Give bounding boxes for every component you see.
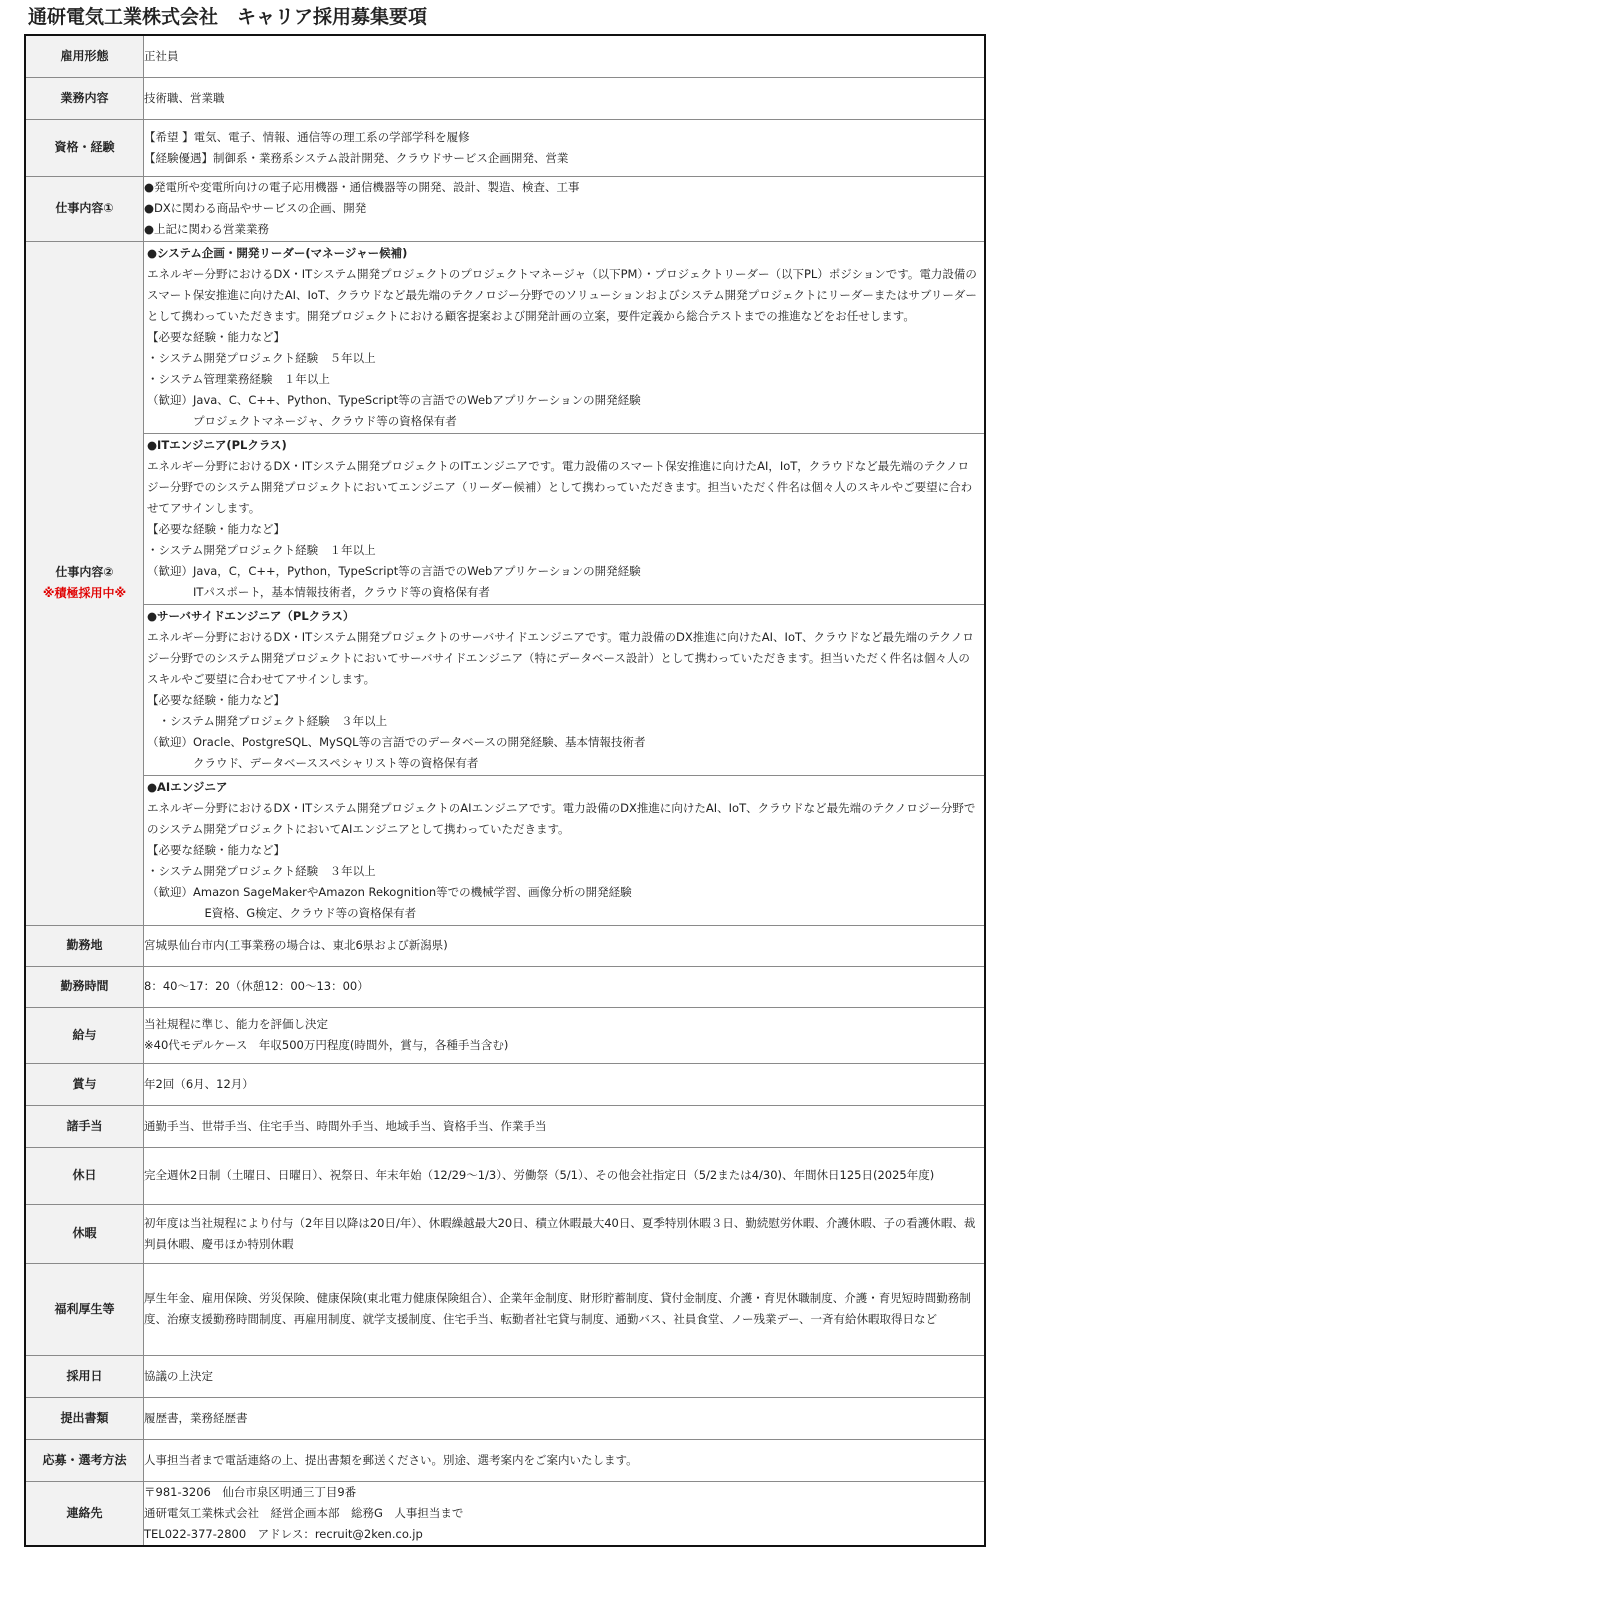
position-section [144, 433, 984, 604]
row-label: 勤務地 [25, 925, 144, 966]
table-row [25, 966, 985, 1007]
text-line: 【必要な経験・能力など】 [147, 521, 285, 536]
row-label: 資格・経験 [25, 119, 144, 176]
row-label: 提出書類 [25, 1397, 144, 1439]
row-value: 人事担当者まで電話連絡の上、提出書類を郵送ください。別途、選考案内をご案内いたします。 [144, 1439, 986, 1481]
row-label [25, 241, 144, 925]
position-section [144, 242, 984, 433]
position-description: エネルギー分野におけるDX・ITシステム開発プロジェクトのITエンジニアです。電力設備のスマート保安推進に向けたAI，IoT，クラウドなど最先端のテクノロジー分野でのシステム開発プロジェクトにおいてエンジニア（リーダー候補）として携わっていただきます。担当いただく件名は個々人のスキルやご要望に合わせてアサインします。 [147, 458, 973, 515]
position-title: ●サーバサイドエンジニア（PLクラス） [147, 608, 355, 623]
table-row [25, 1355, 985, 1397]
text-line: TEL022-377-2800 アドレス：recruit@2ken.co.jp [144, 1526, 423, 1541]
text-line: 当社規程に準じ、能力を評価し決定 [144, 1017, 328, 1031]
text-line: ITパスポート，基本情報技術者，クラウド等の資格保有者 [147, 584, 490, 599]
position-title: ●ITエンジニア(PLクラス) [147, 437, 287, 452]
recruitment-table [24, 34, 986, 1547]
text-line: 通研電気工業株式会社 経営企画本部 総務G 人事担当まで [144, 1505, 464, 1520]
text-line: 【経験優遇】制御系・業務系システム設計開発、クラウドサービス企画開発、営業 [144, 150, 569, 165]
text-line: ・システム管理業務経験 １年以上 [147, 371, 330, 386]
text-line: 【必要な経験・能力など】 [147, 692, 285, 707]
table-row [25, 1105, 985, 1147]
text-line: ・システム開発プロジェクト経験 ５年以上 [147, 350, 376, 365]
position-description: エネルギー分野におけるDX・ITシステム開発プロジェクトのAIエンジニアです。電力設備のDX推進に向けたAI、IoT、クラウドなど最先端のテクノロジー分野でのシステム開発プロジェクトにおいてAIエンジニアとして携わっていただきます。 [147, 800, 976, 836]
table-row [25, 1481, 985, 1546]
table-row [25, 35, 985, 77]
position-section [144, 775, 984, 925]
row-label: 給与 [25, 1007, 144, 1063]
row-value: 協議の上決定 [144, 1355, 986, 1397]
text-line: E資格、G検定、クラウド等の資格保有者 [147, 905, 417, 920]
text-line: ●発電所や変電所向けの電子応用機器・通信機器等の開発、設計、製造、検査、工事 [144, 180, 580, 194]
text-line: （歓迎）Java，C，C++，Python，TypeScript等の言語でのWebアプリケーションの開発経験 [147, 563, 641, 578]
text-line: ・システム開発プロジェクト経験 １年以上 [147, 542, 376, 557]
table-row [25, 241, 985, 925]
row-label: 諸手当 [25, 1105, 144, 1147]
text-line: （歓迎）Java、C、C++、Python、TypeScript等の言語でのWebアプリケーションの開発経験 [147, 392, 641, 407]
position-description: エネルギー分野におけるDX・ITシステム開発プロジェクトのプロジェクトマネージャ（以下PM）・プロジェクトリーダー（以下PL）ポジションです。電力設備のスマート保安推進に向けたAI、IoT、クラウドなど最先端のテクノロジー分野でのソリューションおよびシステム開発プロジェクトにリーダーまたはサブリーダーとして携わっていただきます。開発プロジェクトにおける顧客提案および開発計画の立案，要件定義から総合テストまでの推進などをお任せします。 [147, 266, 977, 323]
table-row [25, 1204, 985, 1263]
table-row [25, 1063, 985, 1105]
table-row [25, 119, 985, 176]
text-line: ・システム開発プロジェクト経験 ３年以上 [147, 713, 388, 728]
job2-label: 仕事内容② [55, 565, 114, 579]
text-line: （歓迎）Amazon SageMakerやAmazon Rekognition等での機械学習、画像分析の開発経験 [147, 884, 632, 899]
text-line: （歓迎）Oracle、PostgreSQL、MySQL等の言語でのデータベースの開発経験、基本情報技術者 [147, 734, 646, 749]
table-row [25, 1007, 985, 1063]
row-value: 技術職、営業職 [144, 77, 986, 119]
row-value: 正社員 [144, 35, 986, 77]
row-label: 連絡先 [25, 1481, 144, 1546]
position-description: エネルギー分野におけるDX・ITシステム開発プロジェクトのサーバサイドエンジニアです。電力設備のDX推進に向けたAI、IoT、クラウドなど最先端のテクノロジー分野でのシステム開発プロジェクトにおいてサーバサイドエンジニア（特にデータベース設計）として携わっていただきます。担当いただく件名は個々人のスキルやご要望に合わせてアサインします。 [147, 629, 974, 686]
document-title: 通研電気工業株式会社 キャリア採用募集要項 [28, 6, 428, 28]
row-value: 8：40～17：20（休憩12：00～13：00） [144, 966, 986, 1007]
row-label: 採用日 [25, 1355, 144, 1397]
row-label: 賞与 [25, 1063, 144, 1105]
text-line: ●上記に関わる営業業務 [144, 222, 270, 236]
row-label: 休日 [25, 1147, 144, 1204]
row-label: 雇用形態 [25, 35, 144, 77]
table-row [25, 176, 985, 241]
position-title: ●AIエンジニア [147, 779, 228, 794]
row-value [144, 241, 986, 925]
row-value: 年2回（6月、12月） [144, 1063, 986, 1105]
table-row [25, 1397, 985, 1439]
row-value [144, 1007, 986, 1063]
row-value: 宮城県仙台市内(工事業務の場合は、東北6県および新潟県) [144, 925, 986, 966]
row-value: 完全週休2日制（土曜日、日曜日）、祝祭日、年末年始（12/29～1/3）、労働祭（5/1）、その他会社指定日（5/2または4/30)、年間休日125日(2025年度) [144, 1147, 986, 1204]
text-line: プロジェクトマネージャ、クラウド等の資格保有者 [147, 413, 457, 428]
row-label: 仕事内容① [25, 176, 144, 241]
row-label: 応募・選考方法 [25, 1439, 144, 1481]
position-section [144, 604, 984, 775]
table-row [25, 1263, 985, 1355]
text-line: クラウド、データベーススペシャリスト等の資格保有者 [147, 755, 479, 770]
position-title: ●システム企画・開発リーダー(マネージャー候補) [147, 245, 408, 260]
text-line: 【必要な経験・能力など】 [147, 842, 285, 857]
row-label: 業務内容 [25, 77, 144, 119]
table-row [25, 1439, 985, 1481]
row-label: 福利厚生等 [25, 1263, 144, 1355]
text-line: ・システム開発プロジェクト経験 ３年以上 [147, 863, 376, 878]
table-row [25, 1147, 985, 1204]
row-value: 履歴書，業務経歴書 [144, 1397, 986, 1439]
row-value [144, 119, 986, 176]
row-label: 勤務時間 [25, 966, 144, 1007]
row-value: 初年度は当社規程により付与（2年目以降は20日/年）、休暇繰越最大20日、積立休暇最大40日、夏季特別休暇３日、勤続慰労休暇、介護休暇、子の看護休暇、裁判員休暇、慶弔ほか特別休暇 [144, 1204, 986, 1263]
text-line: 〒981-3206 仙台市泉区明通三丁目9番 [144, 1484, 357, 1499]
row-value: 厚生年金、雇用保険、労災保険、健康保険(東北電力健康保険組合）、企業年金制度、財形貯蓄制度、貸付金制度、介護・育児休職制度、介護・育児短時間勤務制度、治療支援勤務時間制度、再雇用制度、就学支援制度、住宅手当、転勤者社宅貸与制度、通勤バス、社員食堂、ノー残業デー、一斉有給休暇取得日など [144, 1263, 986, 1355]
row-value [144, 176, 986, 241]
row-value [144, 1481, 986, 1546]
text-line: 【希望 】電気、電子、情報、通信等の理工系の学部学科を履修 [144, 129, 470, 144]
text-line: 【必要な経験・能力など】 [147, 329, 285, 344]
table-row [25, 925, 985, 966]
row-value: 通勤手当、世帯手当、住宅手当、時間外手当、地域手当、資格手当、作業手当 [144, 1105, 986, 1147]
active-hiring-note: ※積極採用中※ [42, 586, 127, 600]
row-label: 休暇 [25, 1204, 144, 1263]
text-line: ※40代モデルケース 年収500万円程度(時間外，賞与，各種手当含む) [144, 1038, 509, 1052]
text-line: ●DXに関わる商品やサービスの企画、開発 [144, 201, 367, 215]
table-row [25, 77, 985, 119]
